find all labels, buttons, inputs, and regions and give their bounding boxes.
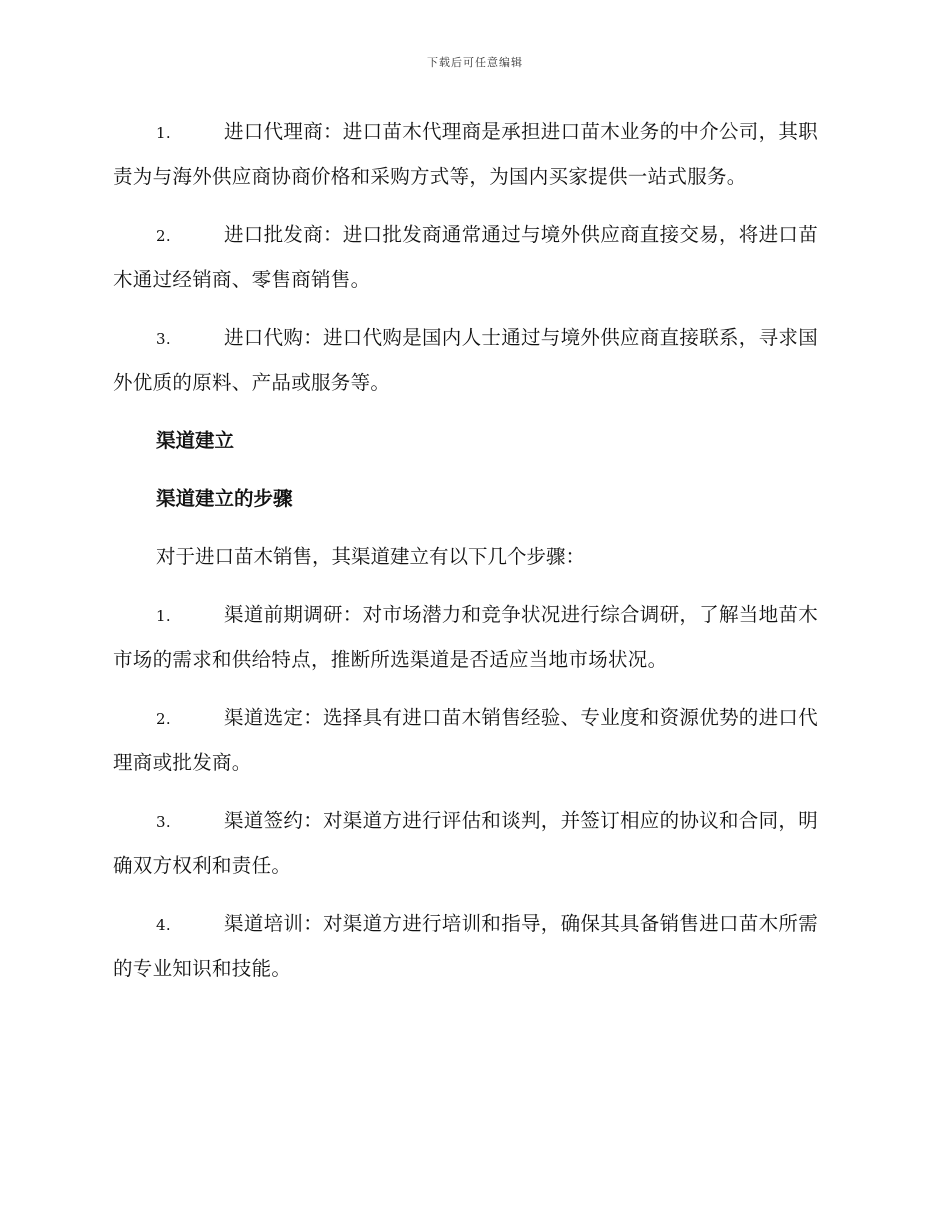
list-item-text: 进口代理商：进口苗木代理商是承担进口苗木业务的中介公司，其职责为与海外供应商协商价格和采购方式等，为国内买家提供一站式服务。 [113,120,819,188]
list-item [113,316,835,405]
list-item-text: 渠道选定：选择具有进口苗木销售经验、专业度和资源优势的进口代理商或批发商。 [113,706,819,774]
list-item [113,799,835,888]
list-item-text: 渠道前期调研：对市场潜力和竞争状况进行综合调研，了解当地苗木市场的需求和供给特点，推断所选渠道是否适应当地市场状况。 [113,603,819,671]
subsection-heading: 渠道建立的步骤 [156,487,293,510]
list-item [113,902,835,991]
list-item-number: 4. [156,916,171,934]
list-item [113,696,835,785]
section-heading: 渠道建立 [156,429,235,452]
list-item [113,593,835,682]
list-item [113,213,835,302]
list-item-number: 1. [156,124,171,142]
list-item-number: 2. [156,710,171,728]
list-item-text: 渠道培训：对渠道方进行培训和指导，确保其具备销售进口苗木所需的专业知识和技能。 [113,912,819,980]
list-item-number: 1. [156,607,171,625]
document-body [113,110,835,1005]
list-item-text: 渠道签约：对渠道方进行评估和谈判，并签订相应的协议和合同，明确双方权利和责任。 [113,809,819,877]
list-item [113,110,835,199]
page-header: 下载后可任意编辑 [427,56,523,69]
list-item-text: 进口批发商：进口批发商通常通过与境外供应商直接交易，将进口苗木通过经销商、零售商销售。 [113,223,819,291]
list-item-number: 2. [156,227,171,245]
list-item-text: 进口代购：进口代购是国内人士通过与境外供应商直接联系，寻求国外优质的原料、产品或服务等。 [113,326,819,394]
intro-paragraph: 对于进口苗木销售，其渠道建立有以下几个步骤： [156,545,586,568]
list-item-number: 3. [156,330,171,348]
list-item-number: 3. [156,813,171,831]
